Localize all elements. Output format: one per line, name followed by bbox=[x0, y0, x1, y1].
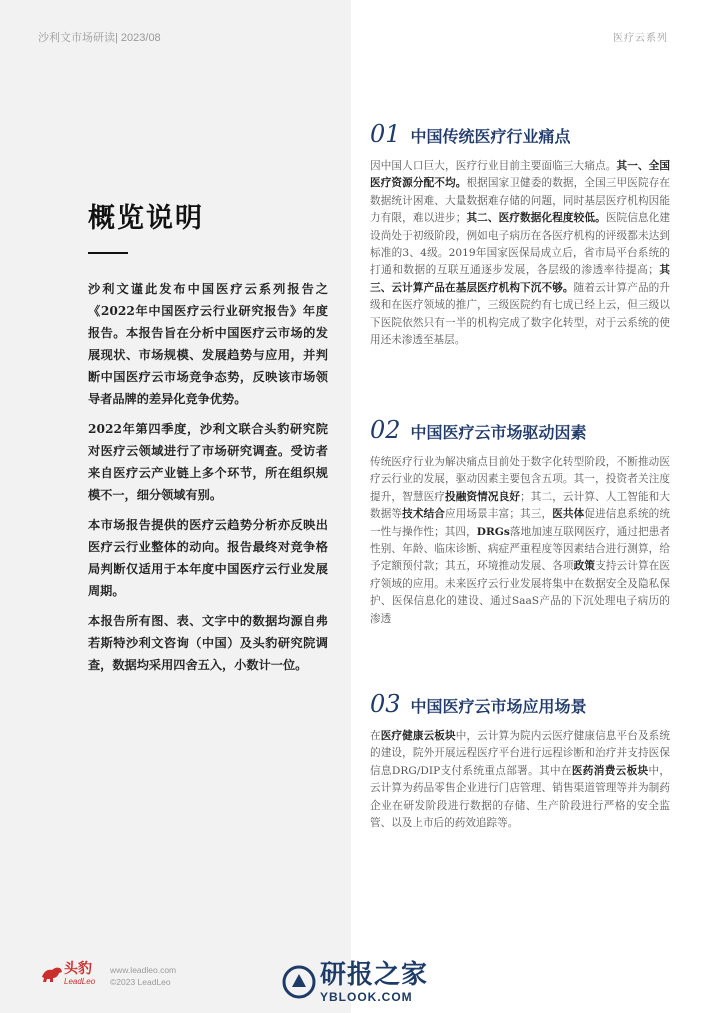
section-body bbox=[370, 454, 670, 628]
emphasis-text: 其二、医疗数据化程度较低。 bbox=[466, 212, 606, 225]
emphasis-text: 其三、云计算产品在基层医疗机构下沉不够。 bbox=[370, 264, 671, 294]
logo-english: LeadLeo bbox=[64, 977, 96, 986]
overview-title: 概览说明 bbox=[88, 203, 204, 234]
body-text: 促进信息系统的统一性与操作性；其四， bbox=[370, 508, 670, 538]
body-text: 应用场景丰富；其三， bbox=[445, 508, 553, 521]
watermark-chinese: 研报之家 bbox=[320, 960, 429, 990]
section-01 bbox=[370, 120, 670, 349]
section-number: 03 bbox=[370, 690, 401, 718]
section-title: 中国医疗云市场应用场景 bbox=[410, 697, 587, 716]
section-03 bbox=[370, 690, 670, 832]
overview-body bbox=[88, 278, 328, 684]
title-underline bbox=[88, 252, 128, 254]
emphasis-text: 技术结合 bbox=[402, 508, 446, 521]
logo-text bbox=[64, 962, 95, 986]
emphasis-text: 医药消费云板块 bbox=[571, 764, 649, 777]
watermark-icon bbox=[282, 965, 316, 999]
section-number: 01 bbox=[370, 120, 401, 148]
body-text: 支持云计算在医疗领域的应用。未来医疗云行业发展将集中在数据安全及隐私保护、医保信息化的建设、通过SaaS产品的下沉处理电子病历的渗透 bbox=[370, 560, 670, 625]
footer-info bbox=[110, 964, 176, 988]
section-number: 02 bbox=[370, 416, 401, 444]
body-text: 中，云计算为药品零售企业进行门店管理、销售渠道管理等并为制药企业在研发阶段进行数据的存储、生产阶段进行严格的安全监管、以及上市后的药效追踪等。 bbox=[370, 764, 671, 830]
section-title: 中国医疗云市场驱动因素 bbox=[410, 423, 587, 442]
body-text: 根据国家卫健委的数据，全国三甲医院存在数据统计困难、大量数据难存储的问题，同时基层医疗机构因能力有限，难以进步； bbox=[370, 177, 670, 225]
overview-paragraph-3: 本市场报告提供的医疗云趋势分析亦反映出医疗云行业整体的动向。报告最终对竞争格局判断仅适用于本年度中国医疗云行业发展周期。 bbox=[88, 518, 328, 598]
body-text: 在 bbox=[370, 730, 381, 742]
body-text: 随着云计算产品的升级和在医疗领域的推广，三级医院约有七成已经上云，但三级以下医院依然只有一半的机构完成了数字化转型，对于云系统的使用还未渗透至基层。 bbox=[370, 281, 670, 347]
leopard-icon bbox=[40, 963, 64, 985]
body-text: 因中国人口巨大，医疗行业目前主要面临三大痛点。 bbox=[370, 160, 617, 172]
section-body bbox=[370, 728, 670, 832]
footer-copyright: ©2023 LeadLeo bbox=[110, 977, 171, 987]
overview-paragraph-2: 2022年第四季度，沙利文联合头豹研究院对医疗云领域进行了市场研究调查。受访者来自医疗云产业链上多个环节，所在组织规模不一，细分领域有别。 bbox=[88, 422, 328, 502]
emphasis-text: 其一、全国医疗资源分配不均。 bbox=[370, 160, 670, 190]
leadleo-logo bbox=[40, 962, 95, 986]
overview-paragraph-1: 沙利文谨此发布中国医疗云系列报告之《2022年中国医疗云行业研究报告》年度报告。本报告旨在分析中国医疗云市场的发展现状、市场规模、发展趋势与应用，并判断中国医疗云市场竞争态势，反映该市场领导者品牌的差异化竞争优势。 bbox=[88, 282, 328, 406]
emphasis-text: 医共体 bbox=[552, 508, 585, 521]
emphasis-text: DRGs bbox=[476, 525, 510, 538]
header-series-label: 医疗云系列 bbox=[613, 33, 668, 44]
emphasis-text: 投融资情况良好 bbox=[445, 490, 521, 503]
overview-paragraph-4: 本报告所有图、表、文字中的数据均源自弗若斯特沙利文咨询（中国）及头豹研究院调查，数据均采用四舍五入，小数计一位。 bbox=[88, 614, 328, 672]
logo-chinese: 头豹 bbox=[64, 961, 92, 977]
watermark-english: YBLOOK.COM bbox=[320, 990, 413, 1004]
section-02 bbox=[370, 416, 670, 628]
body-text: 中，云计算为院内云医疗健康信息平台及系统的建设，院外开展远程医疗平台进行远程诊断和治疗并支持医保信息DRG/DIP支付系统重点部署。其中在 bbox=[370, 730, 670, 777]
section-title: 中国传统医疗行业痛点 bbox=[410, 127, 571, 146]
section-heading bbox=[370, 120, 670, 148]
section-body bbox=[370, 158, 670, 349]
watermark-text bbox=[320, 960, 428, 1004]
emphasis-text: 医疗健康云板块 bbox=[380, 730, 456, 742]
body-text: ；其二，云计算、人工智能和大数据等 bbox=[370, 490, 670, 521]
body-text: 传统医疗行业为解决痛点目前处于数字化转型阶段，不断推动医疗云行业的发展，驱动因素主要包含五项。其一，投资者关注度提升，智慧医疗 bbox=[370, 456, 670, 503]
body-text: 医院信息化建设尚处于初级阶段，例如电子病历在各医疗机构的评级都未达到标准的3、4级。2019年国家医保局成立后，省市局平台系统的打通和数据的互联互通逐步发展，各层级的渗透率待提高； bbox=[370, 212, 670, 277]
section-heading bbox=[370, 416, 670, 444]
header-left-text: 沙利文市场研读| 2023/08 bbox=[38, 32, 161, 44]
watermark bbox=[282, 960, 428, 1004]
footer-url[interactable]: www.leadleo.com bbox=[110, 965, 177, 975]
section-heading bbox=[370, 690, 670, 718]
body-text: 落地加速互联网医疗，通过把患者性别、年龄、临床诊断、病症严重程度等因素结合进行测算，给予定额预付款；其五，环境推动发展、各项 bbox=[370, 525, 671, 573]
emphasis-text: 政策 bbox=[573, 560, 596, 573]
